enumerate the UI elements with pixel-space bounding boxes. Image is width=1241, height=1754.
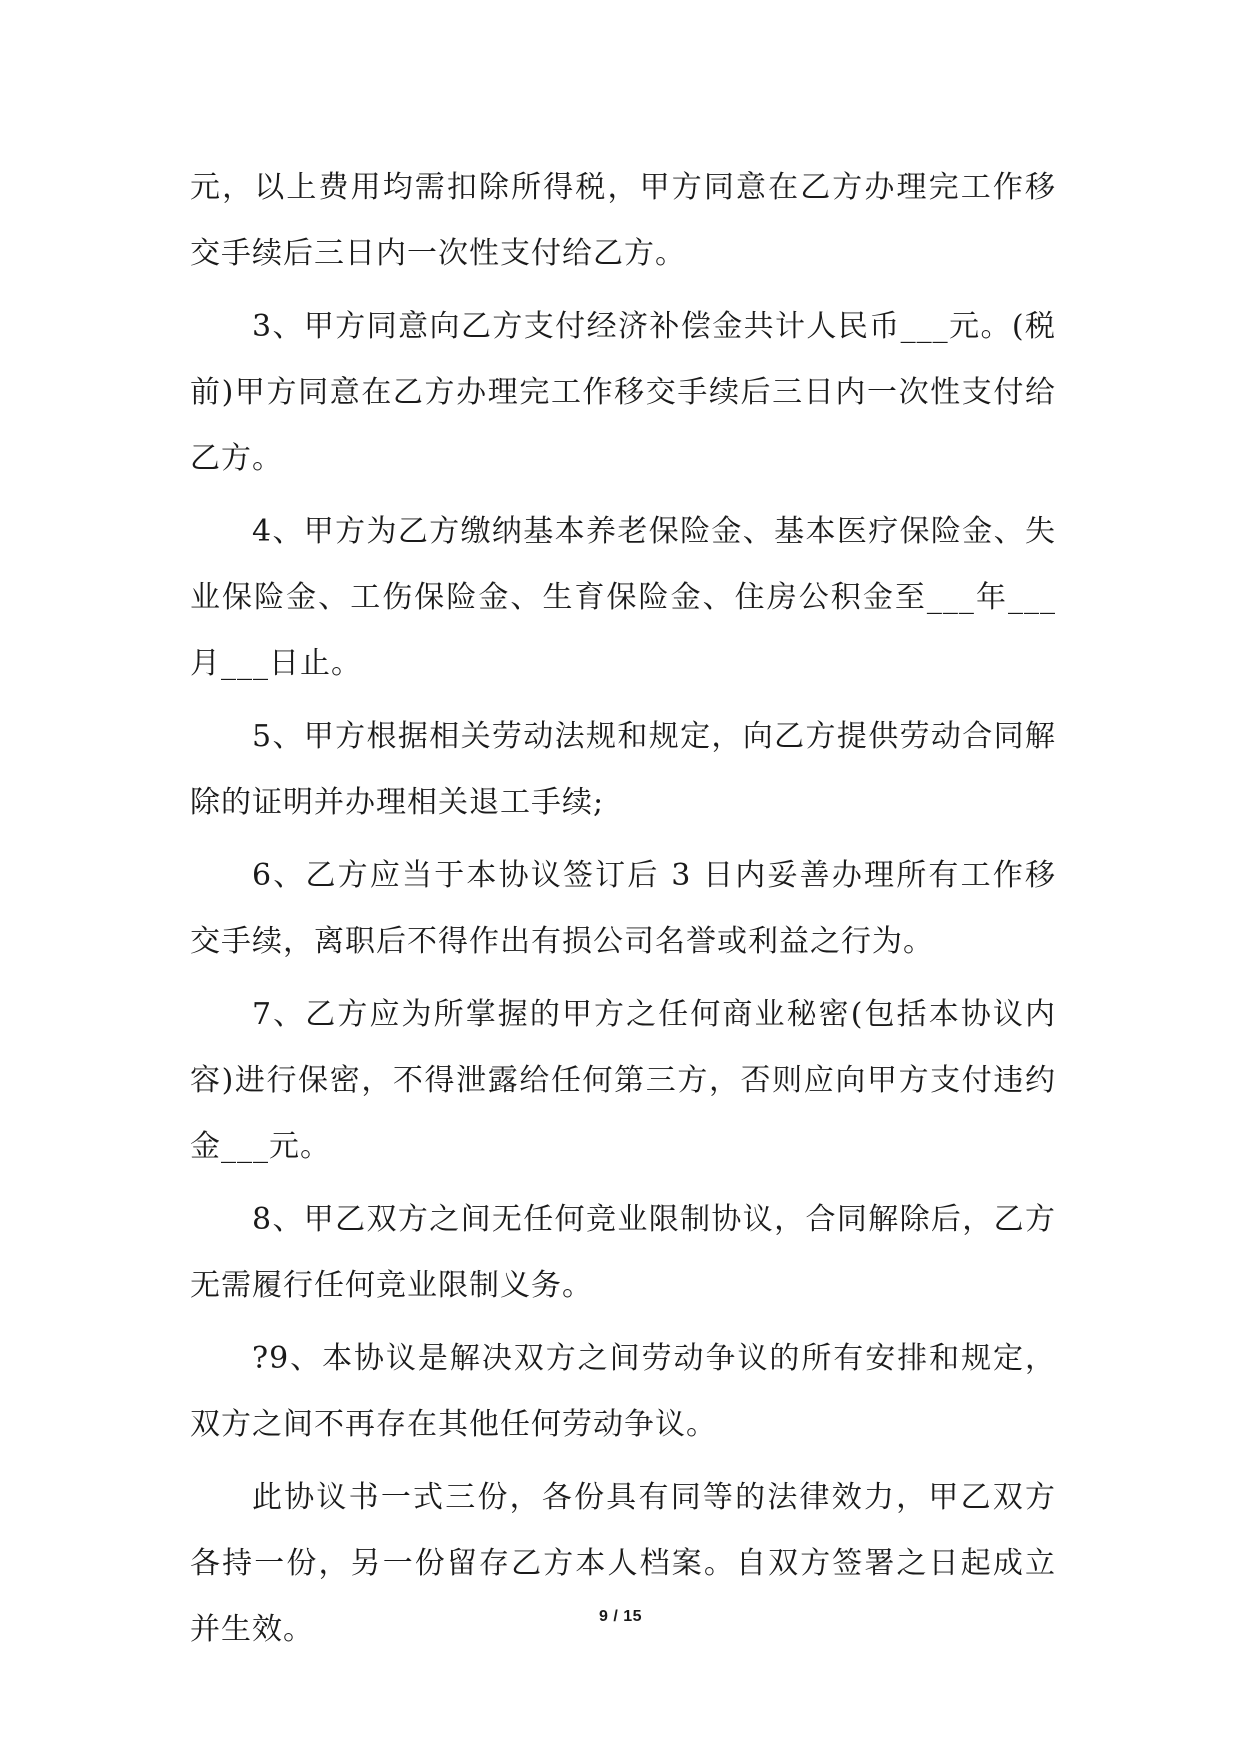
paragraph-clause-5: 5、甲方根据相关劳动法规和规定，向乙方提供劳动合同解除的证明并办理相关退工手续; — [190, 719, 1056, 820]
paragraph-clause-3: 3、甲方同意向乙方支付经济补偿金共计人民币___元。(税前)甲方同意在乙方办理完工作移交手续后三日内一次性支付给乙方。 — [190, 309, 1056, 476]
paragraph-clause-9: ?9、本协议是解决双方之间劳动争议的所有安排和规定，双方之间不再存在其他任何劳动争议。 — [190, 1341, 1056, 1442]
paragraph-clause-7: 7、乙方应为所掌握的甲方之任何商业秘密(包括本协议内容)进行保密，不得泄露给任何第三方，否则应向甲方支付违约金___元。 — [190, 997, 1056, 1164]
paragraph-clause-4: 4、甲方为乙方缴纳基本养老保险金、基本医疗保险金、失业保险金、工伤保险金、生育保险金、住房公积金至___年___月___日止。 — [190, 514, 1056, 681]
document-body — [190, 155, 1056, 1670]
paragraph-clause-6: 6、乙方应当于本协议签订后 3 日内妥善办理所有工作移交手续，离职后不得作出有损公司名誉或利益之行为。 — [190, 858, 1056, 959]
page-number: 9 / 15 — [598, 1608, 643, 1625]
paragraph-closing: 此协议书一式三份，各份具有同等的法律效力，甲乙双方各持一份，另一份留存乙方本人档案。自双方签署之日起成立并生效。 — [190, 1480, 1056, 1647]
paragraph-continuation: 元，以上费用均需扣除所得税，甲方同意在乙方办理完工作移交手续后三日内一次性支付给乙方。 — [190, 170, 1056, 271]
paragraph-clause-8: 8、甲乙双方之间无任何竞业限制协议，合同解除后，乙方无需履行任何竞业限制义务。 — [190, 1202, 1056, 1303]
